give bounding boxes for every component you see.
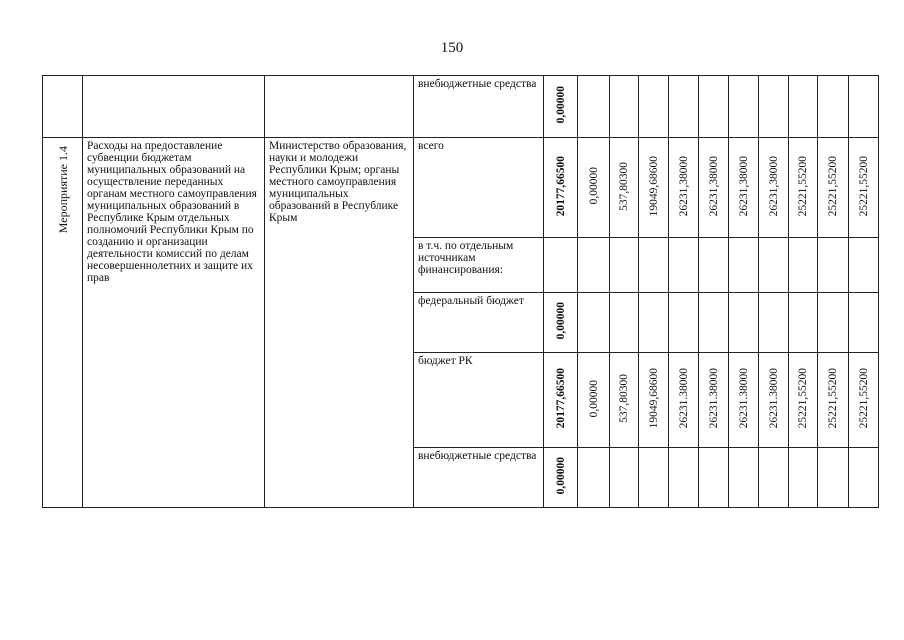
funding-source-cell: внебюджетные средства [414, 76, 544, 138]
total-cell [544, 138, 578, 238]
event-label: Мероприятие 1.4 [55, 146, 70, 234]
year-value: 26231.38000 [677, 368, 690, 429]
funding-source-cell: внебюджетные средства [414, 448, 544, 508]
year-cell [759, 353, 789, 448]
year-cell [639, 138, 669, 238]
year-cell [610, 76, 639, 138]
year-cell [578, 238, 610, 293]
year-cell [729, 238, 759, 293]
year-cell [759, 138, 789, 238]
year-cell [818, 293, 849, 353]
year-cell [578, 293, 610, 353]
table-row [43, 138, 879, 238]
total-cell [544, 353, 578, 448]
year-value: 26231.38000 [767, 368, 780, 429]
year-cell [610, 293, 639, 353]
year-cell [759, 238, 789, 293]
year-cell [789, 353, 818, 448]
year-cell [849, 138, 879, 238]
year-cell [699, 293, 729, 353]
year-cell [610, 138, 639, 238]
total-cell [544, 293, 578, 353]
year-cell [818, 138, 849, 238]
event-description: Расходы на предоставление субвенции бюджетам муниципальных образований на осуществление переданных органам местного самоуправления муниципальных образований в Республике Крым отдельных полномочий Республики Крым по созданию и организации деятельности комиссий по делам несовершеннолетних и защите их прав [83, 138, 265, 508]
event-label-cell [43, 76, 83, 138]
year-value: 0,00000 [587, 379, 600, 418]
total-value: 20177,66500 [554, 368, 567, 429]
year-cell [729, 293, 759, 353]
year-cell [759, 76, 789, 138]
year-cell [818, 238, 849, 293]
year-cell [818, 76, 849, 138]
year-value: 25221,55200 [857, 368, 870, 429]
year-cell [639, 353, 669, 448]
year-cell [699, 76, 729, 138]
year-cell [578, 76, 610, 138]
year-cell [759, 448, 789, 508]
description-cell [83, 76, 265, 138]
year-cell [849, 76, 879, 138]
year-cell [639, 293, 669, 353]
year-cell [818, 353, 849, 448]
page-number: 150 [440, 40, 464, 56]
year-value: 26231.38000 [737, 368, 750, 429]
year-value: 19049,68600 [647, 368, 660, 429]
event-executor: Министерство образования, науки и молодежи Республики Крым; органы местного самоуправления муниципальных образований в Республике Крым [265, 138, 414, 508]
year-cell [669, 353, 699, 448]
total-cell [544, 448, 578, 508]
event-label-cell [43, 138, 83, 508]
year-cell [639, 76, 669, 138]
total-cell [544, 76, 578, 138]
year-cell [699, 138, 729, 238]
funding-source-cell: федеральный бюджет [414, 293, 544, 353]
total-value: 0,00000 [554, 457, 567, 495]
total-cell [544, 238, 578, 293]
year-value: 26231,38000 [677, 155, 690, 217]
total-value: 20177,66500 [554, 155, 567, 217]
total-value: 0,00000 [554, 302, 567, 340]
year-value: 26231,38000 [737, 155, 750, 217]
year-cell [610, 238, 639, 293]
year-cell [729, 448, 759, 508]
year-cell [759, 293, 789, 353]
year-cell [849, 238, 879, 293]
year-cell [669, 293, 699, 353]
year-value: 26231,38000 [767, 155, 780, 217]
year-value: 537,80300 [618, 161, 630, 211]
year-cell [729, 353, 759, 448]
year-value: 0,00000 [587, 167, 600, 205]
budget-table [42, 75, 879, 508]
year-cell [849, 353, 879, 448]
year-cell [699, 353, 729, 448]
year-cell [669, 448, 699, 508]
funding-source-cell: бюджет РК [414, 353, 544, 448]
table-row [43, 76, 879, 138]
year-cell [849, 448, 879, 508]
funding-source-cell: всего [414, 138, 544, 238]
year-cell [639, 448, 669, 508]
year-cell [699, 448, 729, 508]
year-value: 25221,55200 [797, 368, 809, 429]
year-cell [729, 138, 759, 238]
year-value: 25221,55200 [857, 155, 870, 217]
year-cell [729, 76, 759, 138]
year-cell [669, 76, 699, 138]
year-cell [578, 353, 610, 448]
year-cell [789, 238, 818, 293]
year-value: 537,80300 [618, 374, 630, 423]
year-cell [578, 138, 610, 238]
funding-source-cell: в т.ч. по отдельным источникам финансирования: [414, 238, 544, 293]
year-cell [789, 448, 818, 508]
year-cell [699, 238, 729, 293]
year-value: 25221,55200 [827, 368, 839, 429]
year-cell [669, 238, 699, 293]
year-cell [789, 76, 818, 138]
year-cell [639, 238, 669, 293]
year-cell [818, 448, 849, 508]
year-value: 19049,68600 [647, 155, 660, 217]
total-value: 0,00000 [554, 86, 567, 124]
year-value: 26231,38000 [707, 155, 720, 217]
executor-cell [265, 76, 414, 138]
year-cell [610, 448, 639, 508]
year-cell [789, 293, 818, 353]
year-value: 25221,55200 [797, 155, 809, 217]
year-value: 25221,55200 [827, 155, 839, 217]
year-cell [578, 448, 610, 508]
year-value: 26231.38000 [707, 368, 720, 429]
year-cell [669, 138, 699, 238]
year-cell [789, 138, 818, 238]
year-cell [610, 353, 639, 448]
year-cell [849, 293, 879, 353]
